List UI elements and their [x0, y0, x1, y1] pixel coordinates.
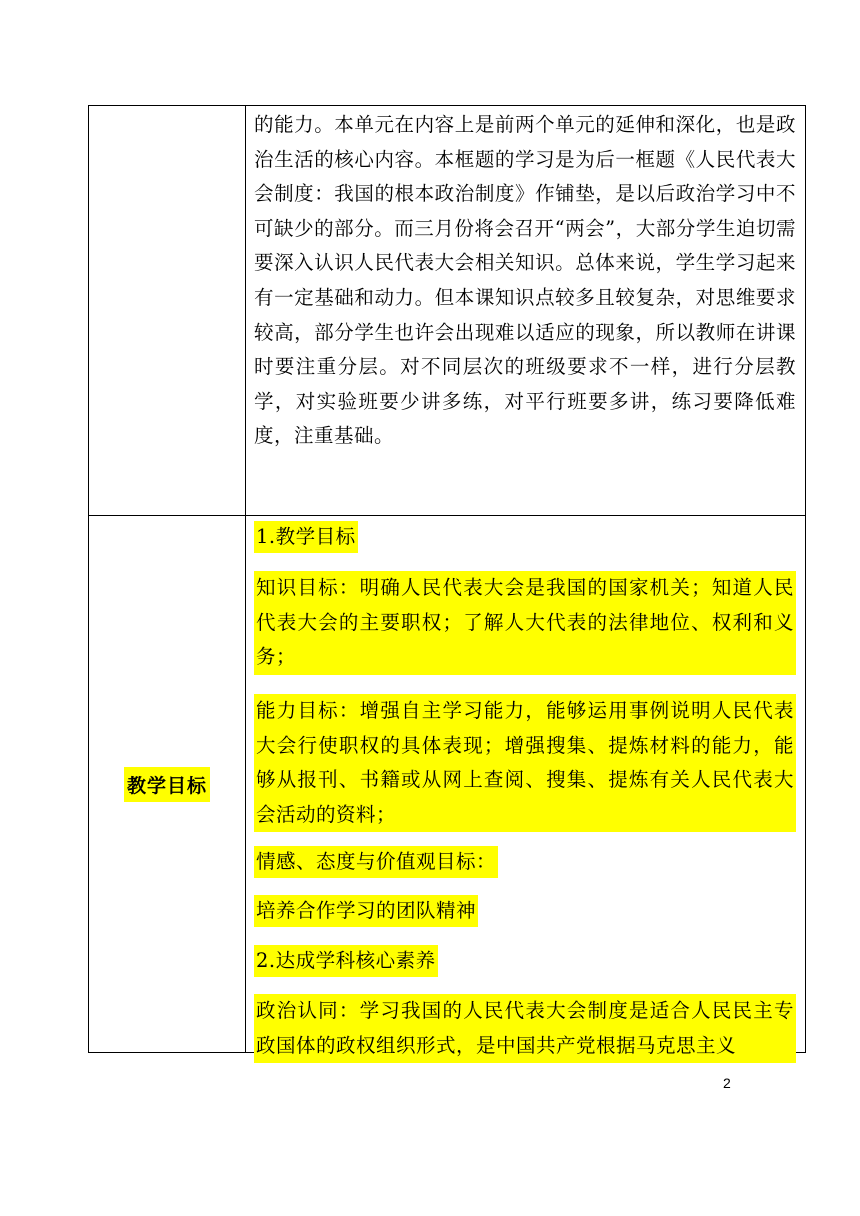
lesson-plan-table — [88, 105, 806, 1057]
objectives-row-label: 教学目标 — [124, 767, 210, 802]
political-identity-goal: 政治认同：学习我国的人民代表大会制度是适合人民民主专政国体的政权组织形式，是中国共产党根据马克思主义 — [254, 994, 796, 1063]
column-divider — [245, 516, 246, 1052]
analysis-cell — [254, 106, 796, 454]
row-label-cell — [89, 106, 245, 515]
table-row-objectives — [89, 516, 805, 1057]
objectives-heading: 1.教学目标 — [254, 521, 358, 553]
column-divider — [245, 106, 246, 515]
ability-goal: 能力目标：增强自主学习能力，能够运用事例说明人民代表大会行使职权的具体表现；增强搜集、提炼材料的能力，能够从报刊、书籍或从网上查阅、搜集、提炼有关人民代表大会活动的资料； — [254, 694, 796, 832]
emotion-goal-heading: 情感、态度与价值观目标： — [254, 846, 498, 878]
emotion-goal-item: 培养合作学习的团队精神 — [254, 895, 478, 927]
row-label-cell — [89, 516, 245, 1052]
student-analysis-text: 的能力。本单元在内容上是前两个单元的延伸和深化，也是政治生活的核心内容。本框题的学习是为后一框题《人民代表大会制度：我国的根本政治制度》作铺垫，是以后政治学习中不可缺少的部分。而三月份将会召开“两会”，大部分学生迫切需要深入认识人民代表大会相关知识。总体来说，学生学习起来有一定基础和动力。但本课知识点较多且较复杂，对思维要求较高，部分学生也许会出现难以适应的现象，所以教师在讲课时要注重分层。对不同层次的班级要求不一样，进行分层教学，对实验班要少讲多练，对平行班要多讲，练习要降低难度，注重基础。 — [254, 113, 796, 448]
page-number: 2 — [723, 1075, 731, 1091]
core-literacy-heading: 2.达成学科核心素养 — [254, 945, 438, 977]
table-row-analysis — [89, 106, 805, 516]
knowledge-goal: 知识目标：明确人民代表大会是我国的国家机关；知道人民代表大会的主要职权；了解人大代表的法律地位、权利和义务； — [254, 571, 796, 675]
